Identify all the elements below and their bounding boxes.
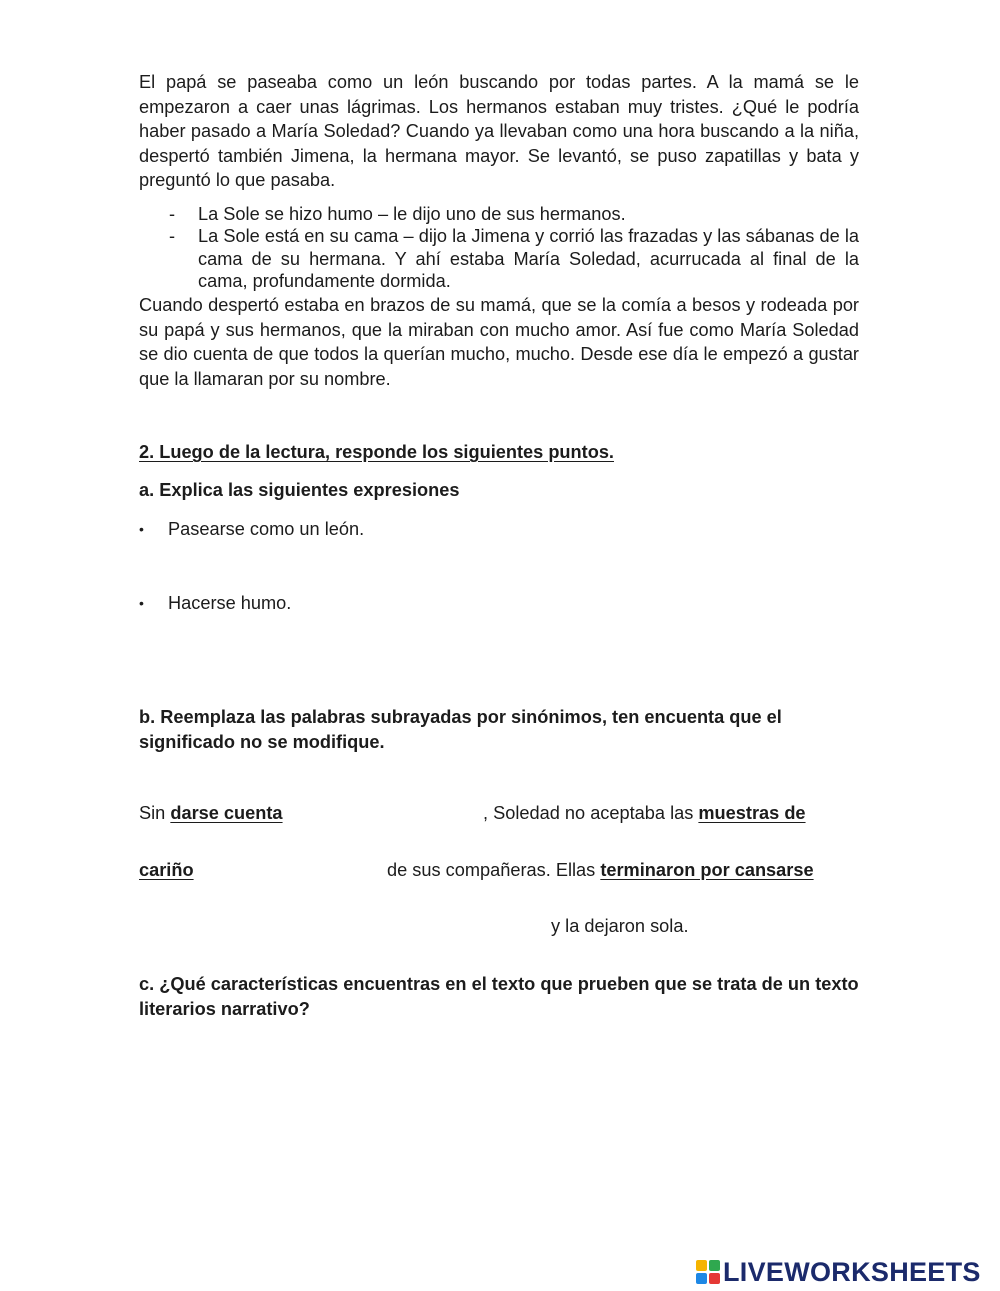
dialogue-item bbox=[139, 203, 859, 225]
expression-item bbox=[139, 519, 364, 540]
underlined-word-terminaron-por-cansarse: terminaron por cansarse bbox=[600, 860, 814, 880]
dialogue-list bbox=[139, 203, 859, 292]
expression-text: Hacerse humo. bbox=[168, 593, 292, 613]
plain-text: Sin bbox=[139, 803, 171, 823]
story-paragraph-1: El papá se paseaba como un león buscando por todas partes. A la mamá se le empezaron a caer unas lágrimas. Los hermanos estaban muy tristes. ¿Qué le podría haber pasado a María Soledad? Cuando ya llevaban como una hora buscando a la niña, despertó también Jimena, la hermana mayor. Se levantó, se puso zapatillas y bata y preguntó lo que pasaba. bbox=[139, 72, 859, 191]
part-b-title: b. Reemplaza las palabras subrayadas por sinónimos, ten encuenta que el significado no se modifique. bbox=[139, 707, 782, 752]
expression-item bbox=[139, 593, 291, 614]
dialogue-item bbox=[139, 225, 859, 292]
dash-marker: - bbox=[169, 204, 176, 224]
part-a-title: a. Explica las siguientes expresiones bbox=[139, 480, 460, 500]
liveworksheets-logo-icon bbox=[696, 1260, 720, 1284]
underlined-word-muestras-de: muestras de bbox=[698, 803, 806, 823]
liveworksheets-brand bbox=[696, 1257, 981, 1287]
brand-name: LIVEWORKSHEETS bbox=[723, 1256, 981, 1287]
dash-marker: - bbox=[169, 226, 176, 247]
section-2-title: 2. Luego de la lectura, responde los siguientes puntos. bbox=[139, 442, 614, 462]
dialogue-text: La Sole está en su cama – dijo la Jimena y corrió las frazadas y las sábanas de la cama de su hermana. Y ahí estaba María Soledad, acurrucada al final de la cama, profundamente dormida. bbox=[198, 226, 859, 291]
underlined-word-darse-cuenta: darse cuenta bbox=[170, 803, 283, 823]
plain-text: de sus compañeras. Ellas bbox=[387, 860, 601, 880]
synonym-line-1-end bbox=[483, 803, 806, 824]
story-paragraph-2: Cuando despertó estaba en brazos de su mamá, que se la comía a besos y rodeada por su papá y sus hermanos, que la miraban con mucho amor. Así fue como María Soledad se dio cuenta de que todos la querían mucho, mucho. Desde ese día le empezó a gustar que la llamaran por su nombre. bbox=[139, 295, 859, 389]
plain-text: , Soledad no aceptaba las bbox=[483, 803, 699, 823]
logo-tile-green bbox=[709, 1260, 720, 1271]
part-c-title: c. ¿Qué características encuentras en el texto que prueben que se trata de un texto literarios narrativo? bbox=[139, 974, 859, 1019]
underlined-word-carino: cariño bbox=[139, 860, 194, 880]
dialogue-text: La Sole se hizo humo – le dijo uno de sus hermanos. bbox=[198, 204, 626, 224]
bullet-icon: • bbox=[139, 595, 144, 611]
logo-tile-yellow bbox=[696, 1260, 707, 1271]
bullet-icon: • bbox=[139, 521, 144, 537]
logo-tile-red bbox=[709, 1273, 720, 1284]
synonym-line-1-start bbox=[139, 803, 283, 824]
synonym-line-3: y la dejaron sola. bbox=[551, 916, 689, 936]
expression-text: Pasearse como un león. bbox=[168, 519, 365, 539]
synonym-line-2-end bbox=[387, 860, 814, 881]
logo-tile-blue bbox=[696, 1273, 707, 1284]
